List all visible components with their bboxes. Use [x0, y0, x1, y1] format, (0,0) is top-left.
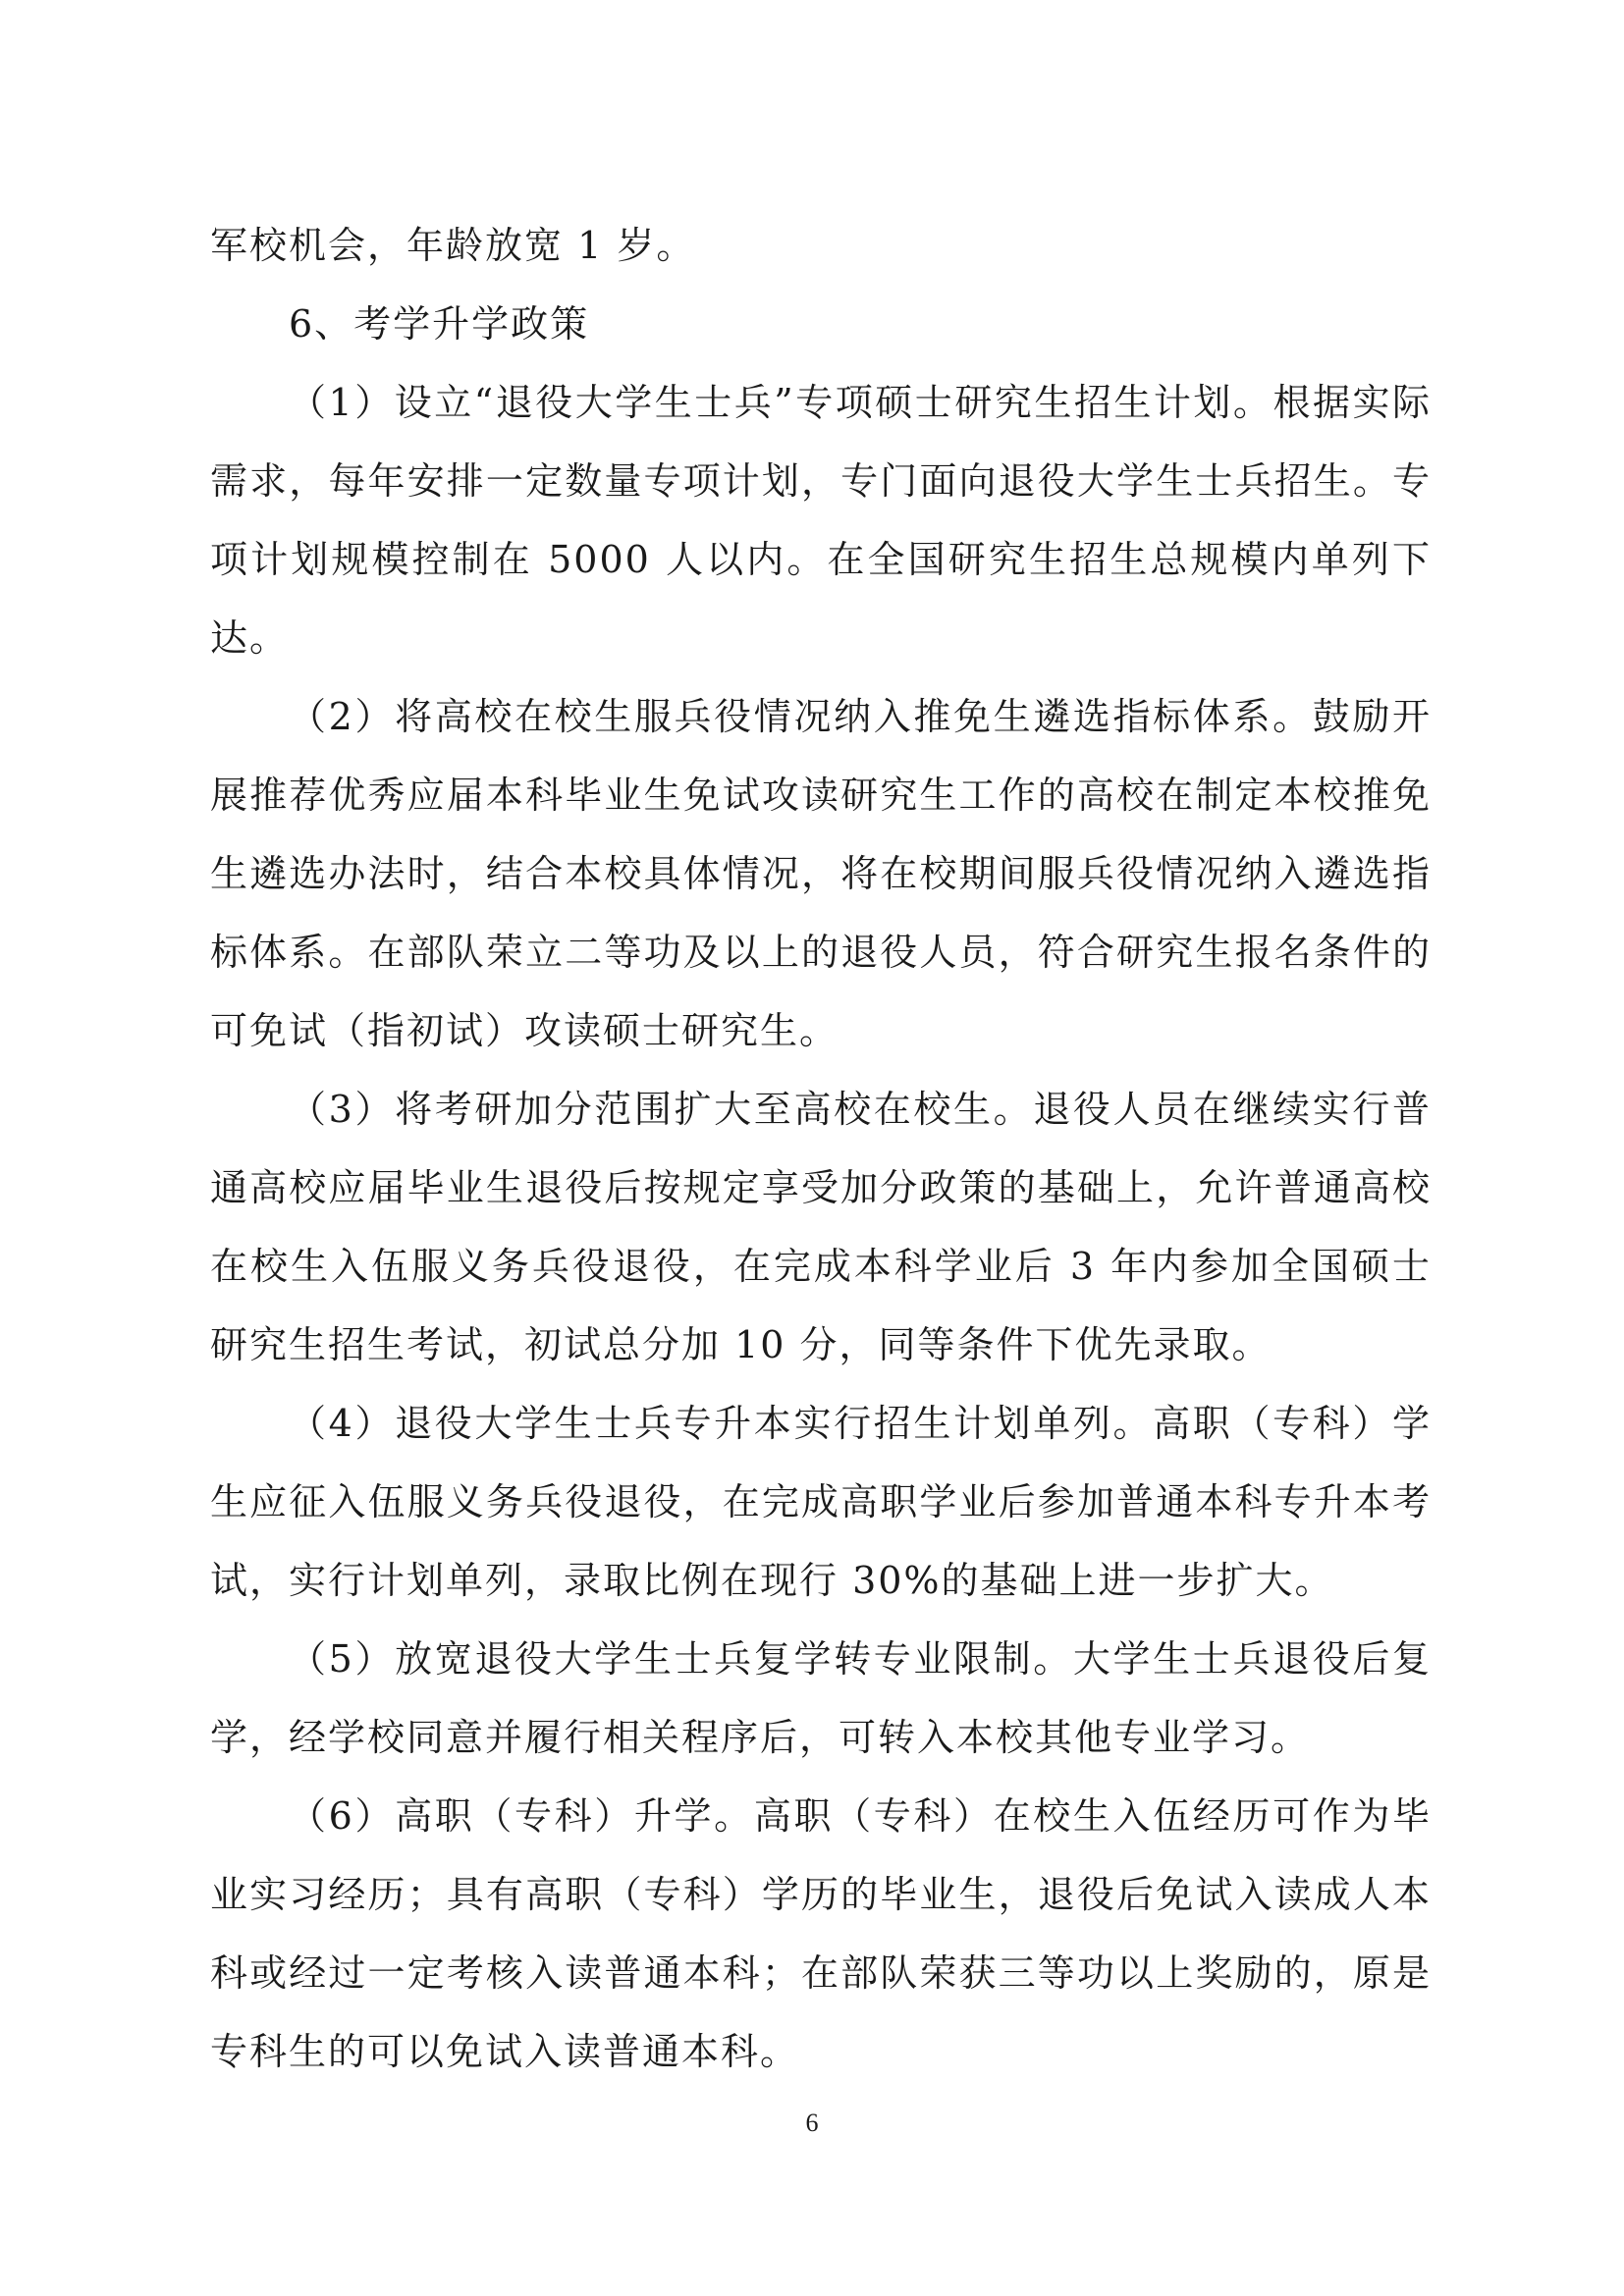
paragraph-item-2: （2）将高校在校生服兵役情况纳入推免生遴选指标体系。鼓励开展推荐优秀应届本科毕业生免试攻读研究生工作的高校在制定本校推免生遴选办法时，结合本校具体情况，将在校期间服兵役情况纳入遴选指标体系。在部队荣立二等功及以上的退役人员，符合研究生报名条件的可免试（指初试）攻读硕士研究生。: [210, 695, 1432, 1052]
page-number: 6: [805, 2109, 819, 2137]
paragraph-item-5: （5）放宽退役大学生士兵复学转专业限制。大学生士兵退役后复学，经学校同意并履行相关程序后，可转入本校其他专业学习。: [210, 1637, 1432, 1759]
paragraph-item-4: （4）退役大学生士兵专升本实行招生计划单列。高职（专科）学生应征入伍服义务兵役退役，在完成高职学业后参加普通本科专升本考试，实行计划单列，录取比例在现行 30%的基础上进一步扩大。: [210, 1402, 1432, 1602]
paragraph-continuation: 军校机会，年龄放宽 1 岁。: [210, 224, 696, 267]
paragraph-item-3: （3）将考研加分范围扩大至高校在校生。退役人员在继续实行普通高校应届毕业生退役后按规定享受加分政策的基础上，允许普通高校在校生入伍服义务兵役退役，在完成本科学业后 3 年内参加全国硕士研究生招生考试，初试总分加 10 分，同等条件下优先录取。: [210, 1088, 1432, 1366]
paragraph-item-1: （1）设立“退役大学生士兵”专项硕士研究生招生计划。根据实际需求，每年安排一定数量专项计划，专门面向退役大学生士兵招生。专项计划规模控制在 5000 人以内。在全国研究生招生总规模内单列下达。: [210, 381, 1432, 660]
document-body: [210, 206, 1432, 2091]
paragraph-item-6: （6）高职（专科）升学。高职（专科）在校生入伍经历可作为毕业实习经历；具有高职（专科）学历的毕业生，退役后免试入读成人本科或经过一定考核入读普通本科；在部队荣获三等功以上奖励的，原是专科生的可以免试入读普通本科。: [210, 1794, 1432, 2073]
section-heading: 6、考学升学政策: [289, 302, 590, 346]
